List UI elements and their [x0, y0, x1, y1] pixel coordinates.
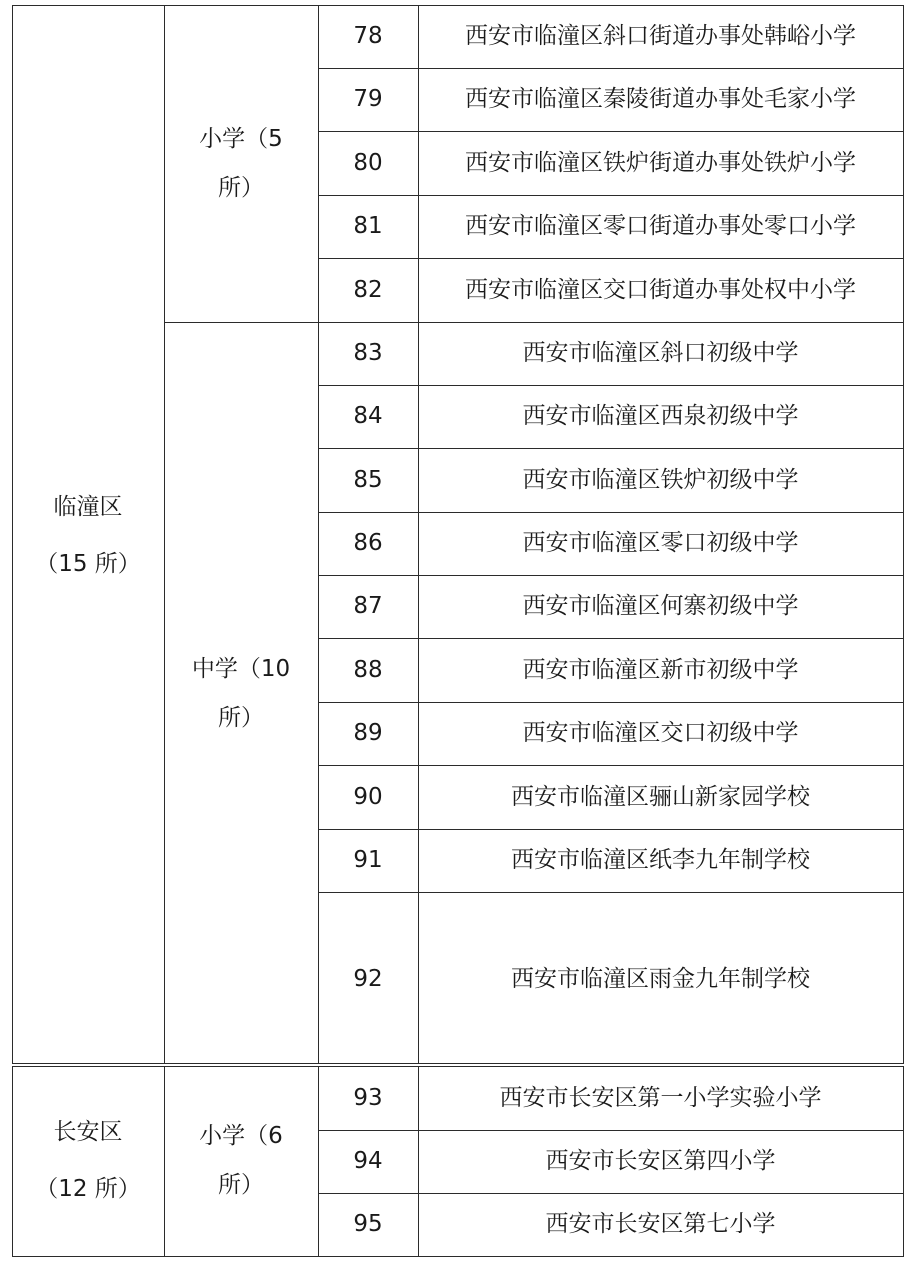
section-border-double	[12, 1063, 904, 1064]
column-border	[164, 1066, 165, 1257]
school-type-count: 所）	[218, 705, 264, 731]
school-number: 89	[353, 720, 383, 746]
district-count: （12 所）	[35, 1176, 141, 1202]
school-number: 93	[353, 1084, 383, 1111]
school-name: 西安市临潼区纸李九年制学校	[511, 847, 810, 873]
school-name: 西安市临潼区斜口街道办事处韩峪小学	[465, 23, 856, 49]
row-border	[318, 448, 904, 449]
school-name: 西安市临潼区秦陵街道办事处毛家小学	[465, 86, 856, 112]
school-number: 83	[353, 340, 383, 366]
school-name: 西安市临潼区新市初级中学	[522, 656, 799, 683]
school-name: 西安市临潼区零口街道办事处零口小学	[465, 213, 856, 239]
school-number: 78	[353, 23, 383, 49]
row-border	[318, 702, 904, 703]
school-number: 91	[353, 847, 383, 873]
school-number: 84	[353, 403, 383, 429]
row-border	[318, 385, 904, 386]
row-border	[318, 829, 904, 830]
school-type-cell	[164, 322, 318, 1066]
school-name: 西安市长安区第四小学	[545, 1148, 776, 1174]
school-name: 西安市长安区第七小学	[545, 1211, 776, 1237]
district-cell	[12, 1066, 164, 1256]
school-name: 西安市临潼区骊山新家园学校	[511, 783, 810, 810]
row-border	[318, 258, 904, 259]
column-border	[903, 5, 904, 1064]
school-type-count: 所）	[218, 174, 264, 201]
row-border	[318, 195, 904, 196]
school-number: 90	[353, 783, 383, 810]
school-type-label: 中学（10	[191, 656, 291, 682]
school-type-label: 小学（6	[199, 1123, 283, 1149]
school-name: 西安市临潼区零口初级中学	[522, 530, 799, 556]
row-border	[318, 1130, 904, 1131]
school-type-count: 所）	[218, 1172, 264, 1198]
column-border	[12, 1066, 13, 1257]
school-number: 82	[353, 276, 383, 303]
row-border	[318, 638, 904, 639]
school-number: 85	[353, 466, 383, 493]
school-name: 西安市临潼区交口初级中学	[522, 720, 799, 746]
school-name: 西安市临潼区铁炉街道办事处铁炉小学	[465, 149, 856, 176]
section-border	[12, 5, 904, 6]
school-type-label: 小学（5	[199, 125, 283, 152]
school-name: 西安市长安区第一小学实验小学	[499, 1084, 822, 1111]
school-number: 88	[353, 656, 383, 683]
column-border	[418, 1066, 419, 1257]
school-number: 80	[353, 149, 383, 176]
column-border	[318, 5, 319, 1064]
school-type-cell	[164, 5, 318, 322]
column-border	[903, 1066, 904, 1257]
group-border	[164, 322, 904, 323]
district-count: （15 所）	[35, 550, 141, 577]
school-number: 81	[353, 213, 383, 239]
school-name: 西安市临潼区斜口初级中学	[522, 340, 799, 366]
school-type-cell	[164, 1066, 318, 1256]
district-name: 临潼区	[53, 493, 123, 520]
column-border	[418, 5, 419, 1064]
column-border	[12, 5, 13, 1064]
row-border	[318, 575, 904, 576]
school-name: 西安市临潼区交口街道办事处权中小学	[465, 276, 856, 303]
school-name: 西安市临潼区铁炉初级中学	[522, 466, 799, 493]
school-number: 92	[353, 965, 383, 992]
section-border	[12, 1066, 904, 1067]
district-cell	[12, 5, 164, 1066]
column-border	[164, 5, 165, 1064]
school-number: 95	[353, 1211, 383, 1237]
row-border	[318, 765, 904, 766]
row-border	[318, 1193, 904, 1194]
school-number: 87	[353, 593, 383, 619]
school-name: 西安市临潼区西泉初级中学	[522, 403, 799, 429]
row-border	[318, 892, 904, 893]
school-name: 西安市临潼区何寨初级中学	[522, 593, 799, 619]
school-number: 86	[353, 530, 383, 556]
column-border	[318, 1066, 319, 1257]
row-border	[318, 68, 904, 69]
district-name: 长安区	[53, 1119, 123, 1145]
school-number: 94	[353, 1148, 383, 1174]
school-number: 79	[353, 86, 383, 112]
school-name: 西安市临潼区雨金九年制学校	[511, 965, 810, 992]
row-border	[318, 512, 904, 513]
row-border	[318, 131, 904, 132]
section-border	[12, 1256, 904, 1257]
